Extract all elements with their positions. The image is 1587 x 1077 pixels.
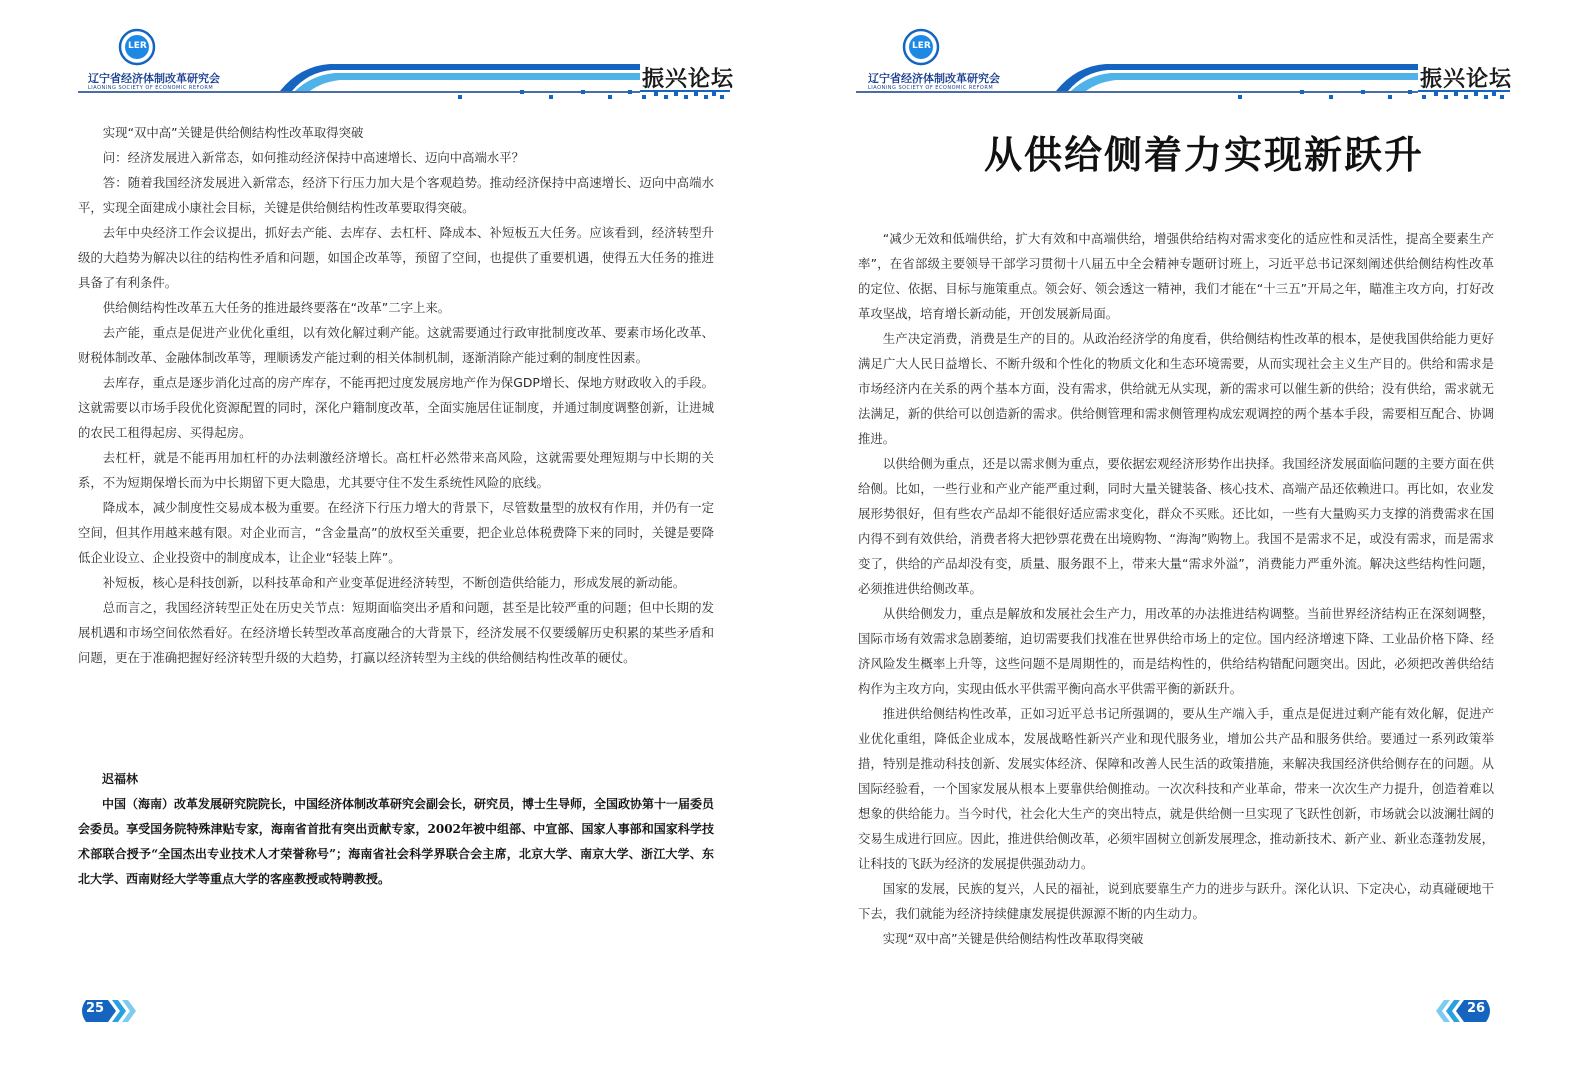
paragraph: 实现“双中高”关键是供给侧结构性改革取得突破 (882, 931, 1144, 946)
logo-mark: LER (128, 41, 147, 51)
author-name: 迟福林 (102, 772, 139, 786)
paragraph: 补短板，核心是科技创新，以科技革命和产业变革促进经济转型，不断创造供给能力，形成发展的新动能。 (102, 575, 686, 590)
section-title: 振兴论坛 (642, 67, 735, 92)
page-number-left (78, 998, 138, 1024)
article-body (78, 120, 714, 670)
header-graphic (0, 0, 793, 110)
page-number-right (1434, 998, 1494, 1024)
paragraph: 去年中央经济工作会议提出，抓好去产能、去库存、去杠杆、降成本、补短板五大任务。应该看到，经济转型升级的大趋势为解决以往的结构性矛盾和问题，如国企改革等，预留了空间，也提供了重要机遇，使得五大任务的推进具备了有利条件。 (78, 225, 714, 290)
right-page (794, 0, 1587, 1077)
org-name: 辽宁省经济体制改革研究会 (88, 72, 220, 85)
paragraph: 去杠杆，就是不能再用加杠杆的办法刺激经济增长。高杠杆必然带来高风险，这就需要处理短期与中长期的关系，不为短期保增长而为中长期留下更大隐患，尤其要守住不发生系统性风险的底线。 (78, 450, 714, 490)
section-title: 振兴论坛 (1420, 67, 1513, 92)
article-title: 从供给侧着力实现新跃升 (983, 133, 1424, 177)
page-number: 25 (86, 1001, 105, 1016)
paragraph: 去产能，重点是促进产业优化重组，以有效化解过剩产能。这就需要通过行政审批制度改革、要素市场化改革、财税体制改革、金融体制改革等，理顺诱发产能过剩的相关体制机制，逐渐消除产能过剩的制度性因素。 (78, 325, 714, 365)
org-name: 辽宁省经济体制改革研究会 (868, 72, 1000, 85)
paragraph: 生产决定消费，消费是生产的目的。从政治经济学的角度看，供给侧结构性改革的根本，是使我国供给能力更好满足广大人民日益增长、不断升级和个性化的物质文化和生态环境需要，从而实现社会主义生产目的。供给和需求是市场经济内在关系的两个基本方面，没有需求，供给就无从实现，新的需求可以催生新的供给；没有供给，需求就无法满足，新的供给可以创造新的需求。供给侧管理和需求侧管理构成宏观调控的两个基本手段，需要相互配合、协调推进。 (858, 331, 1494, 446)
paragraph: 实现“双中高”关键是供给侧结构性改革取得突破 (102, 125, 364, 140)
org-name-en: LIAONING SOCIETY OF ECONOMIC REFORM (88, 85, 214, 91)
paragraph: 答：随着我国经济发展进入新常态，经济下行压力加大是个客观趋势。推动经济保持中高速增长、迈向中高端水平，实现全面建成小康社会目标，关键是供给侧结构性改革要取得突破。 (78, 175, 714, 215)
logo-mark: LER (912, 41, 931, 51)
left-page (0, 0, 793, 1077)
article-body (858, 226, 1494, 951)
paragraph: “减少无效和低端供给，扩大有效和中高端供给，增强供给结构对需求变化的适应性和灵活性，提高全要素生产率”，在省部级主要领导干部学习贯彻十八届五中全会精神专题研讨班上，习近平总书记深刻阐述供给侧结构性改革的定位、依据、目标与施策重点。领会好、领会透这一精神，我们才能在“十三五”开局之年，瞄准主攻方向，打好改革攻坚战，培育增长新动能，开创发展新局面。 (858, 231, 1494, 321)
paragraph: 从供给侧发力，重点是解放和发展社会生产力，用改革的办法推进结构调整。当前世界经济结构正在深刻调整，国际市场有效需求急剧萎缩，迫切需要我们找准在世界供给市场上的定位。国内经济增速下降、工业品价格下降、经济风险发生概率上升等，这些问题不是周期性的，而是结构性的，供给结构错配问题突出。因此，必须把改善供给结构作为主攻方向，实现由低水平供需平衡向高水平供需平衡的新跃升。 (858, 606, 1494, 696)
header-graphic (794, 0, 1587, 110)
author-bio: 中国（海南）改革发展研究院院长，中国经济体制改革研究会副会长，研究员，博士生导师，全国政协第十一届委员会委员。享受国务院特殊津贴专家，海南省首批有突出贡献专家，2002年被中组部、中宣部、国家人事部和国家科学技术部联合授予“全国杰出专业技术人才荣誉称号”；海南省社会科学界联合会主席，北京大学、南京大学、浙江大学、东北大学、西南财经大学等重点大学的客座教授或特聘教授。 (78, 797, 715, 886)
org-name-en: LIAONING SOCIETY OF ECONOMIC REFORM (868, 85, 994, 91)
page-number: 26 (1467, 1001, 1486, 1016)
paragraph: 总而言之，我国经济转型正处在历史关节点：短期面临突出矛盾和问题，甚至是比较严重的问题；但中长期的发展机遇和市场空间依然看好。在经济增长转型改革高度融合的大背景下，经济发展不仅要缓解历史积累的某些矛盾和问题，更在于准确把握好经济转型升级的大趋势，打赢以经济转型为主线的供给侧结构性改革的硬仗。 (78, 600, 714, 665)
page-header (794, 0, 1587, 110)
paragraph: 国家的发展，民族的复兴，人民的福祉，说到底要靠生产力的进步与跃升。深化认识、下定决心，动真碰硬地干下去，我们就能为经济持续健康发展提供源源不断的内生动力。 (858, 881, 1494, 921)
paragraph: 降成本，减少制度性交易成本极为重要。在经济下行压力增大的背景下，尽管数量型的放权有作用，并仍有一定空间，但其作用越来越有限。对企业而言，“含金量高”的放权至关重要，把企业总体税费降下来的同时，关键是要降低企业设立、企业投资中的制度成本，让企业“轻装上阵”。 (78, 500, 714, 565)
paragraph: 以供给侧为重点，还是以需求侧为重点，要依据宏观经济形势作出抉择。我国经济发展面临问题的主要方面在供给侧。比如，一些行业和产业产能严重过剩，同时大量关键装备、核心技术、高端产品还依赖进口。再比如，农业发展形势很好，但有些农产品却不能很好适应需求变化，群众不买账。还比如，一些有大量购买力支撑的消费需求在国内得不到有效供给，消费者将大把钞票花费在出境购物、“海淘”购物上。我国不是需求不足，或没有需求，而是需求变了，供给的产品却没有变，质量、服务跟不上，带来大量“需求外溢”，消费能力严重外流。解决这些结构性问题，必须推进供给侧改革。 (858, 456, 1494, 596)
paragraph: 推进供给侧结构性改革，正如习近平总书记所强调的，要从生产端入手，重点是促进过剩产能有效化解，促进产业优化重组，降低企业成本，发展战略性新兴产业和现代服务业，增加公共产品和服务供给。要通过一系列政策举措，特别是推动科技创新、发展实体经济、保障和改善人民生活的政策措施，来解决我国经济供给侧存在的问题。从国际经验看，一个国家发展从根本上要靠供给侧推动。一次次科技和产业革命，带来一次次生产力提升，创造着难以想象的供给能力。当今时代，社会化大生产的突出特点，就是供给侧一旦实现了飞跃性创新，市场就会以波澜壮阔的交易生成进行回应。因此，推进供给侧改革，必须牢固树立创新发展理念，推动新技术、新产业、新业态蓬勃发展，让科技的飞跃为经济的发展提供强劲动力。 (858, 706, 1494, 871)
paragraph: 问：经济发展进入新常态，如何推动经济保持中高速增长、迈向中高端水平？ (102, 150, 525, 165)
page-header (0, 0, 793, 110)
author-box (78, 767, 714, 892)
paragraph: 供给侧结构性改革五大任务的推进最终要落在“改革”二字上来。 (102, 300, 451, 315)
paragraph: 去库存，重点是逐步消化过高的房产库存，不能再把过度发展房地产作为保GDP增长、保地方财政收入的手段。这就需要以市场手段优化资源配置的同时，深化户籍制度改革，全面实施居住证制度，并通过制度调整创新，让进城的农民工租得起房、买得起房。 (78, 375, 714, 440)
